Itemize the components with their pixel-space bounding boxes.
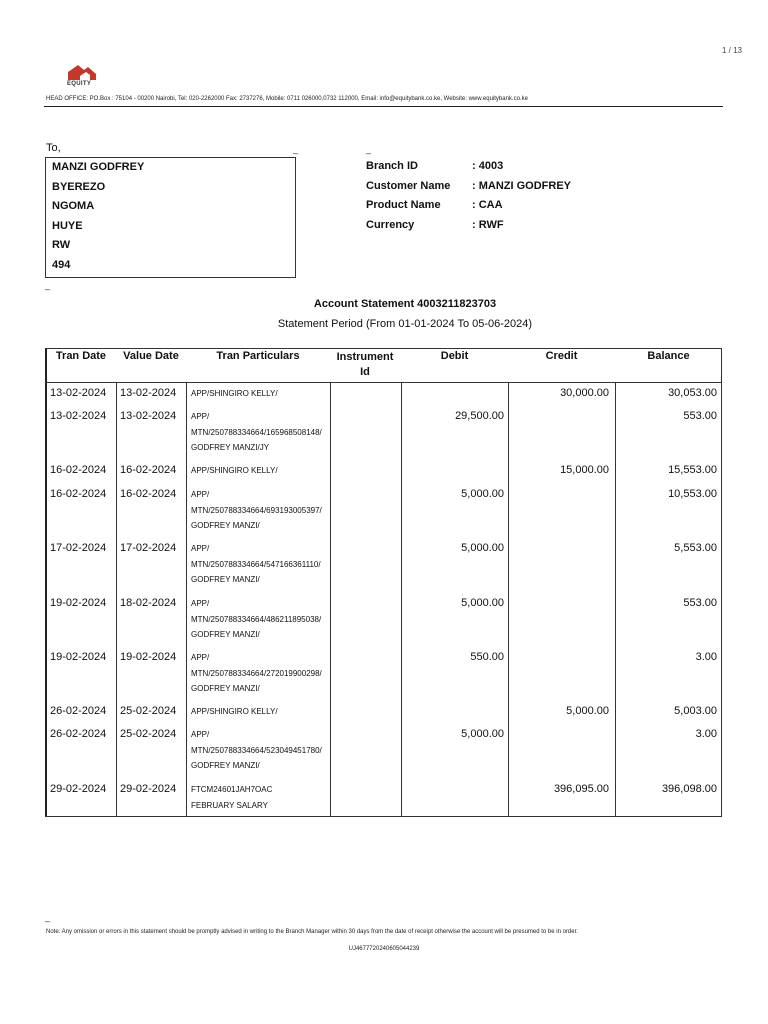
logo-text: EQUITY [67, 81, 92, 87]
particulars-line: MTN/250788334664/272019900298/ [191, 668, 322, 678]
customer-name-value: : MANZI GODFREY [472, 180, 571, 192]
column-divider [401, 382, 402, 817]
particulars-line: APP/SHINGIRO KELLY/ [191, 466, 278, 475]
particulars-line: APP/ [191, 599, 210, 608]
address-line: RW [52, 239, 71, 251]
particulars-line: FEBRUARY SALARY [191, 800, 268, 810]
value-date-cell: 13-02-2024 [120, 410, 177, 422]
customer-name-label: Customer Name [366, 180, 451, 192]
column-divider [186, 382, 187, 817]
table-header-divider [45, 382, 722, 383]
equity-bank-logo [66, 62, 98, 90]
value-date-cell: 29-02-2024 [120, 783, 177, 795]
branch-id-value: : 4003 [472, 160, 504, 172]
statement-title: Account Statement 4003211823703 [313, 298, 497, 310]
tran-date-cell: 19-02-2024 [50, 597, 107, 609]
tran-date-cell: 13-02-2024 [50, 410, 107, 422]
particulars-line: GODFREY MANZI/ [191, 521, 260, 530]
particulars-line: MTN/250788334664/165968508148/ [191, 427, 322, 437]
particulars-line: APP/ [191, 490, 210, 499]
balance-cell: 5,553.00 [674, 542, 717, 554]
debit-cell: 5,000.00 [461, 488, 504, 500]
column-header-balance: Balance [647, 350, 690, 362]
document-reference: UJ4677720240605044239 [348, 946, 420, 952]
balance-cell: 3.00 [695, 651, 717, 663]
balance-cell: 3.00 [695, 728, 717, 740]
tran-date-cell: 26-02-2024 [50, 728, 107, 740]
value-date-cell: 16-02-2024 [120, 464, 177, 476]
tran-date-cell: 16-02-2024 [50, 488, 107, 500]
particulars-line: MTN/250788334664/547166361110/ [191, 559, 321, 569]
tran-date-cell: 26-02-2024 [50, 705, 107, 717]
particulars-line: GODFREY MANZI/ [191, 684, 260, 693]
address-line: BYEREZO [52, 181, 106, 193]
tran-date-cell: 13-02-2024 [50, 387, 107, 399]
address-line: HUYE [52, 220, 83, 232]
dash-mark: _ [366, 144, 372, 154]
statement-period: Statement Period (From 01-01-2024 To 05-06-2024) [277, 318, 533, 330]
value-date-cell: 16-02-2024 [120, 488, 177, 500]
balance-cell: 396,098.00 [661, 783, 717, 795]
particulars-line: APP/ [191, 412, 210, 421]
product-name-value: : CAA [472, 199, 503, 211]
column-header-particulars: Tran Particulars [216, 350, 300, 362]
column-header-value-date: Value Date [123, 350, 179, 362]
particulars-line: MTN/250788334664/486211895038/ [191, 614, 322, 624]
particulars-line: GODFREY MANZI/JY [191, 443, 270, 452]
particulars-line: APP/ [191, 653, 210, 662]
tran-date-cell: 16-02-2024 [50, 464, 107, 476]
head-office-info: HEAD OFFICE: PO.Box : 75104 - 00200 Nairobi, Tel: 020-2262000 Fax: 2737276, Mobile: 0711 026000,0732 112000, Email: info@equitybank.co.ke, Website: www.equitybank.co.ke [46, 96, 528, 102]
balance-cell: 30,053.00 [668, 387, 717, 399]
dash-mark: _ [45, 912, 51, 922]
balance-cell: 553.00 [683, 597, 717, 609]
value-date-cell: 13-02-2024 [120, 387, 177, 399]
currency-label: Currency [366, 219, 415, 231]
column-divider [330, 382, 331, 817]
credit-cell: 5,000.00 [566, 705, 609, 717]
address-line: MANZI GODFREY [52, 161, 145, 173]
debit-cell: 5,000.00 [461, 542, 504, 554]
debit-cell: 5,000.00 [461, 728, 504, 740]
column-header-instrument-id: Instrument Id [336, 351, 394, 378]
tran-date-cell: 17-02-2024 [50, 542, 107, 554]
particulars-line: MTN/250788334664/693193005397/ [191, 505, 322, 515]
column-divider [615, 382, 616, 817]
value-date-cell: 25-02-2024 [120, 705, 177, 717]
column-divider [116, 382, 117, 817]
dash-mark: _ [293, 144, 299, 154]
disclaimer-note: Note: Any omission or errors in this statement should be promptly advised in writing to the Branch Manager within 30 days from the date of receipt otherwise the account will be presumed to be in order. [46, 929, 578, 935]
particulars-line: APP/SHINGIRO KELLY/ [191, 389, 278, 398]
address-line: NGOMA [52, 200, 95, 212]
particulars-line: APP/ [191, 544, 210, 553]
address-line: 494 [52, 259, 71, 271]
credit-cell: 396,095.00 [553, 783, 609, 795]
balance-cell: 10,553.00 [668, 488, 717, 500]
dash-mark: _ [45, 280, 51, 290]
debit-cell: 5,000.00 [461, 597, 504, 609]
particulars-line: MTN/250788334664/523049451780/ [191, 745, 322, 755]
column-header-credit: Credit [545, 350, 578, 362]
address-box [45, 157, 296, 278]
value-date-cell: 19-02-2024 [120, 651, 177, 663]
value-date-cell: 17-02-2024 [120, 542, 177, 554]
product-name-label: Product Name [366, 199, 441, 211]
credit-cell: 15,000.00 [560, 464, 609, 476]
particulars-line: APP/SHINGIRO KELLY/ [191, 707, 278, 716]
currency-value: : RWF [472, 219, 504, 231]
tran-date-cell: 19-02-2024 [50, 651, 107, 663]
column-header-debit: Debit [440, 350, 469, 362]
balance-cell: 553.00 [683, 410, 717, 422]
page-number: 1 / 13 [721, 46, 742, 55]
value-date-cell: 25-02-2024 [120, 728, 177, 740]
branch-id-label: Branch ID [366, 160, 418, 172]
tran-date-cell: 29-02-2024 [50, 783, 107, 795]
balance-cell: 5,003.00 [674, 705, 717, 717]
column-divider [508, 382, 509, 817]
bank-house-icon [66, 62, 98, 82]
particulars-line: FTCM24601JAH7OAC [191, 785, 273, 794]
particulars-line: GODFREY MANZI/ [191, 630, 260, 639]
particulars-line: GODFREY MANZI/ [191, 575, 260, 584]
particulars-line: APP/ [191, 730, 210, 739]
balance-cell: 15,553.00 [668, 464, 717, 476]
debit-cell: 29,500.00 [455, 410, 504, 422]
particulars-line: GODFREY MANZI/ [191, 761, 260, 770]
debit-cell: 550.00 [470, 651, 504, 663]
header-divider [44, 106, 723, 107]
credit-cell: 30,000.00 [560, 387, 609, 399]
to-label: To, [46, 142, 61, 154]
column-header-tran-date: Tran Date [55, 350, 107, 362]
value-date-cell: 18-02-2024 [120, 597, 177, 609]
